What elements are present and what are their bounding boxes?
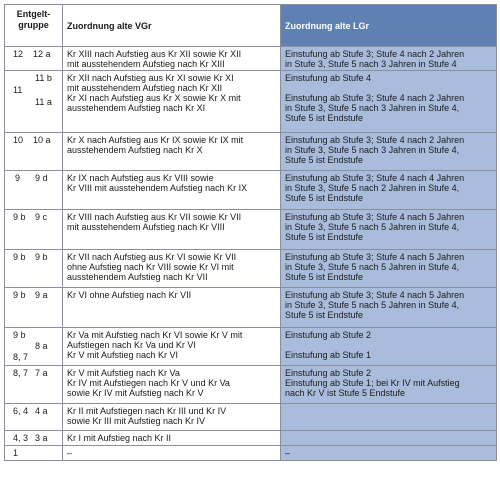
eg-main: 10 [13,135,24,145]
eg-cell [5,47,63,71]
header-lgr: Zuordnung alte LGr [281,5,497,47]
eg-cell [5,446,63,461]
eg-cell [5,133,63,171]
eg-sub: 4 a [35,406,48,416]
eg-sub: 7 a [35,368,48,378]
table-row [5,366,497,404]
table-row [5,250,497,288]
vgr-cell: Kr XII nach Aufstieg aus Kr XI sowie Kr XI mit ausstehendem Aufstieg nach Kr XII Kr XI nach Aufstieg aus Kr X sowie Kr X mit ausstehendem Aufstieg nach Kr XI [63,71,281,133]
eg-main: 11 [13,85,23,95]
table-row [5,133,497,171]
table-row [5,328,497,366]
eg-cell [5,171,63,210]
vgr-cell: Kr X nach Aufstieg aus Kr IX sowie Kr IX mit ausstehendem Aufstieg nach Kr X [63,133,281,171]
lgr-cell: Einstufung ab Stufe 3; Stufe 4 nach 5 Jahren in Stufe 3, Stufe 5 nach 5 Jahren in Stufe 4, Stufe 5 ist Endstufe [281,250,497,288]
header-entgeltgruppe [5,5,63,47]
eg-main: 4, 3 [13,433,29,443]
eg-sub: 11 b [35,73,52,83]
eg-cell [5,431,63,446]
eg-sub: 10 a [33,135,51,145]
table-row [5,288,497,328]
eg-main: 9 b [13,290,26,300]
eg-main: 9 b [13,330,26,340]
lgr-cell: Einstufung ab Stufe 4 Einstufung ab Stufe 3; Stufe 4 nach 2 Jahren in Stufe 3, Stufe 5 nach 3 Jahren in Stufe 4, Stufe 5 ist Endstufe [281,71,497,133]
classification-table [4,4,497,461]
eg-cell [5,328,63,366]
eg-sub: 9 b [35,252,48,262]
lgr-cell: Einstufung ab Stufe 3; Stufe 4 nach 2 Jahren in Stufe 3, Stufe 5 nach 3 Jahren in Stufe 4, Stufe 5 ist Endstufe [281,133,497,171]
vgr-cell: Kr II mit Aufstiegen nach Kr III und Kr IV sowie Kr III mit Aufstieg nach Kr IV [63,404,281,431]
lgr-cell [281,404,497,431]
lgr-cell: Einstufung ab Stufe 3; Stufe 4 nach 2 Jahren in Stufe 3, Stufe 5 nach 3 Jahren in Stufe 4 [281,47,497,71]
eg-main: 9 b [13,212,26,222]
lgr-cell: Einstufung ab Stufe 3; Stufe 4 nach 5 Jahren in Stufe 3, Stufe 5 nach 5 Jahren in Stufe 4, Stufe 5 ist Endstufe [281,288,497,328]
eg-sub: 9 c [35,212,48,222]
table-row [5,431,497,446]
eg-main: 12 [13,49,24,59]
eg-cell [5,404,63,431]
vgr-cell: Kr XIII nach Aufstieg aus Kr XII sowie Kr XII mit ausstehendem Aufstieg nach Kr XIII [63,47,281,71]
eg-main: 8, 7 [13,352,29,362]
lgr-cell: Einstufung ab Stufe 3; Stufe 4 nach 5 Jahren in Stufe 3, Stufe 5 nach 5 Jahren in Stufe 4, Stufe 5 ist Endstufe [281,210,497,250]
header-row [5,5,497,47]
eg-sub: 9 d [35,173,48,183]
eg-cell [5,210,63,250]
lgr-cell [281,431,497,446]
eg-cell [5,288,63,328]
table-row [5,71,497,133]
vgr-cell: Kr I mit Aufstieg nach Kr II [63,431,281,446]
lgr-cell: Einstufung ab Stufe 2 Einstufung ab Stufe 1; bei Kr IV mit Aufstieg nach Kr V ist Stufe 5 Endstufe [281,366,497,404]
eg-cell [5,250,63,288]
eg-sub: 12 a [33,49,51,59]
eg-main: 6, 4 [13,406,29,416]
eg-sub: 8 a [35,341,48,351]
lgr-cell: Einstufung ab Stufe 2 Einstufung ab Stufe 1 [281,328,497,366]
vgr-cell: Kr V mit Aufstieg nach Kr Va Kr IV mit Aufstiegen nach Kr V und Kr Va sowie Kr IV mit Aufstieg nach Kr V [63,366,281,404]
vgr-cell: Kr Va mit Aufstieg nach Kr VI sowie Kr V mit Aufstiegen nach Kr Va und Kr VI Kr V mit Aufstieg nach Kr VI [63,328,281,366]
table-row [5,171,497,210]
eg-main: 9 [15,173,21,183]
table-row [5,404,497,431]
eg-sub: 11 a [35,97,52,107]
eg-cell [5,366,63,404]
eg-cell [5,71,63,133]
eg-main: 9 b [13,252,26,262]
table-row [5,47,497,71]
vgr-cell: Kr VIII nach Aufstieg aus Kr VII sowie Kr VII mit ausstehendem Aufstieg nach Kr VIII [63,210,281,250]
vgr-cell: Kr VI ohne Aufstieg nach Kr VII [63,288,281,328]
eg-sub: 3 a [35,433,48,443]
header-col1-line2: gruppe [18,20,49,30]
eg-main: 1 [13,448,19,458]
header-col1-line1: Entgelt- [16,9,51,19]
eg-main: 8, 7 [13,368,29,378]
eg-sub: 9 a [35,290,48,300]
vgr-cell: Kr VII nach Aufstieg aus Kr VI sowie Kr VII ohne Aufstieg nach Kr VIII sowie Kr VI mit ausstehendem Aufstieg nach Kr VII [63,250,281,288]
header-vgr: Zuordnung alte VGr [63,5,281,47]
lgr-cell: – [281,446,497,461]
lgr-cell: Einstufung ab Stufe 3; Stufe 4 nach 4 Jahren in Stufe 3, Stufe 5 nach 2 Jahren in Stufe 4, Stufe 5 ist Endstufe [281,171,497,210]
table-row [5,446,497,461]
vgr-cell: Kr IX nach Aufstieg aus Kr VIII sowie Kr VIII mit ausstehendem Aufstieg nach Kr IX [63,171,281,210]
vgr-cell: – [63,446,281,461]
table-row [5,210,497,250]
